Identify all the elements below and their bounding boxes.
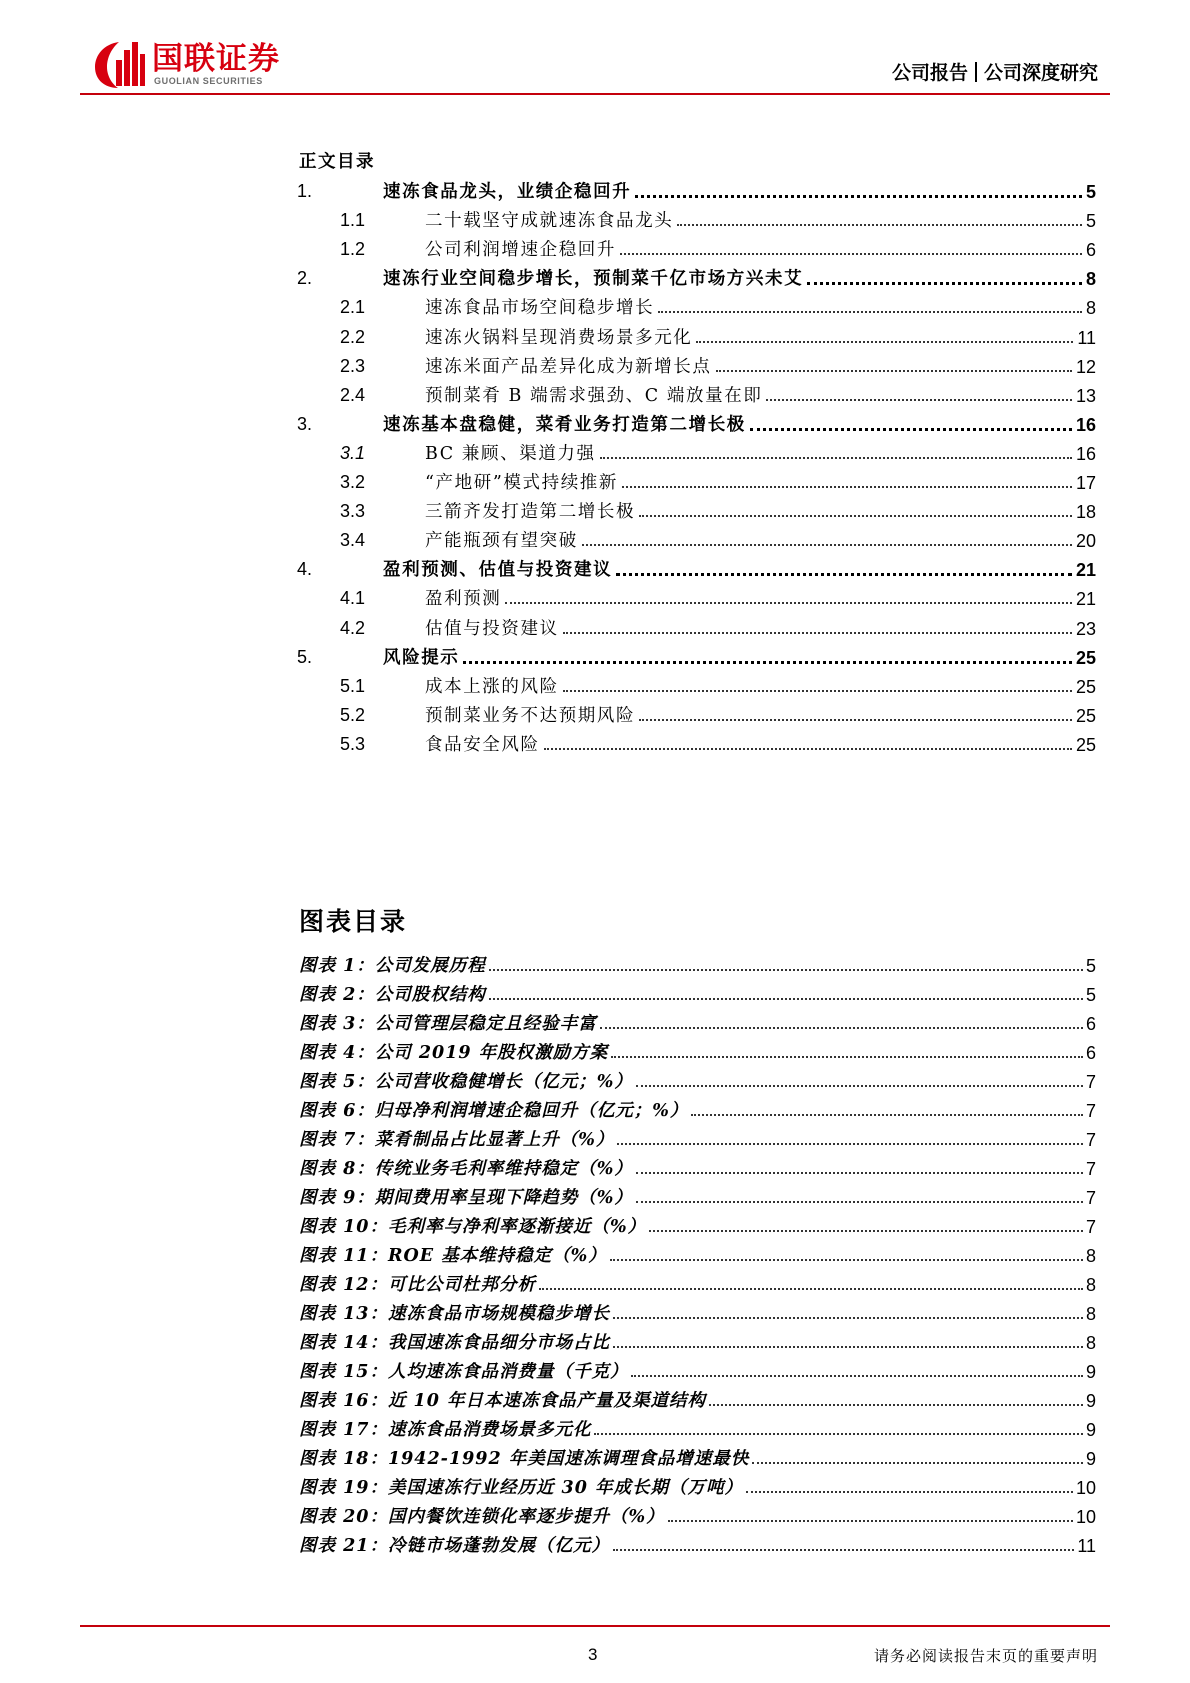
figure-leader-dots xyxy=(539,1288,1083,1290)
figure-page: 9 xyxy=(1085,1362,1096,1382)
figure-leader-dots xyxy=(631,1375,1083,1377)
figure-list-item[interactable] xyxy=(299,1066,1096,1097)
toc-item-entry xyxy=(383,176,1096,207)
figure-page: 6 xyxy=(1085,1014,1096,1034)
toc-item-number: 2.2 xyxy=(340,326,366,347)
toc-leader-dots xyxy=(463,661,1072,664)
toc-item-entry xyxy=(425,671,1096,702)
toc-leader-dots xyxy=(582,544,1072,546)
toc-item-page: 17 xyxy=(1075,473,1096,493)
toc-leader-dots xyxy=(696,341,1073,343)
figure-list-item[interactable] xyxy=(299,1385,1096,1416)
toc-item[interactable] xyxy=(0,671,1190,702)
toc-item-title: 速冻行业空间稳步增长，预制菜千亿市场方兴未艾 xyxy=(383,269,804,290)
toc-item-entry xyxy=(425,351,1096,382)
figure-page: 7 xyxy=(1085,1101,1096,1121)
figure-leader-dots xyxy=(691,1114,1083,1116)
toc-item-entry xyxy=(425,322,1096,353)
toc-item-number: 4.1 xyxy=(340,588,366,609)
toc-item-entry xyxy=(425,234,1096,265)
toc-item-page: 25 xyxy=(1075,705,1096,726)
toc-leader-dots xyxy=(616,573,1072,576)
toc-item-title: “产地研”模式持续推新 xyxy=(425,473,618,493)
toc-item-page: 5 xyxy=(1085,182,1096,202)
toc-item-title: 速冻米面产品差异化成为新增长点 xyxy=(425,356,712,377)
figure-caption: 图表 14：我国速冻食品细分市场占比 xyxy=(299,1333,610,1353)
toc-item[interactable] xyxy=(0,234,1190,265)
toc-item-page: 21 xyxy=(1075,589,1096,610)
brand-name-cn: 国联证券 xyxy=(152,41,280,77)
toc-item-number: 5.1 xyxy=(340,675,366,696)
toc-item-entry xyxy=(383,263,1096,294)
figure-leader-dots xyxy=(611,1056,1083,1058)
toc-item-title: 产能瓶颈有望突破 xyxy=(425,531,578,552)
figure-caption: 图表 5：公司营收稳健增长（亿元；%） xyxy=(299,1072,633,1092)
figure-list-item[interactable] xyxy=(299,1327,1096,1358)
figure-list-item[interactable] xyxy=(299,1443,1096,1474)
figure-caption: 图表 21：冷链市场蓬勃发展（亿元） xyxy=(299,1536,610,1556)
header-divider xyxy=(80,93,1110,95)
toc-item-title: 预制菜业务不达预期风险 xyxy=(425,705,636,726)
toc-item-number: 5.2 xyxy=(340,704,366,725)
toc-item-title: 速冻食品市场空间稳步增长 xyxy=(425,298,655,319)
figure-page: 11 xyxy=(1077,1536,1096,1556)
toc-heading: 正文目录 xyxy=(299,152,375,172)
toc-item-page: 8 xyxy=(1085,298,1096,319)
figure-list-item[interactable] xyxy=(299,1501,1096,1532)
brand-name-en: GUOLIAN SECURITIES xyxy=(154,76,263,86)
toc-item-page: 8 xyxy=(1085,269,1096,290)
toc-item-page: 13 xyxy=(1075,385,1096,406)
figure-caption: 图表 9：期间费用率呈现下降趋势（%） xyxy=(299,1188,633,1208)
figure-list-item[interactable] xyxy=(299,1414,1096,1445)
figure-page: 7 xyxy=(1085,1159,1096,1179)
toc-item-number: 3.1 xyxy=(340,442,366,463)
toc-item[interactable] xyxy=(0,729,1190,760)
toc-leader-dots xyxy=(620,253,1082,255)
toc-item-title: 速冻基本盘稳健，菜肴业务打造第二增长极 xyxy=(383,414,746,435)
figure-leader-dots xyxy=(709,1404,1083,1406)
toc-item-page: 12 xyxy=(1075,356,1096,377)
toc-item[interactable] xyxy=(0,176,1190,207)
figure-leader-dots xyxy=(636,1201,1083,1203)
figure-leader-dots xyxy=(636,1085,1083,1087)
figure-page: 9 xyxy=(1085,1449,1096,1469)
toc-item[interactable] xyxy=(0,322,1190,353)
figure-page: 9 xyxy=(1085,1391,1096,1411)
figure-caption: 图表 4：公司 2019 年股权激励方案 xyxy=(299,1043,609,1063)
figure-page: 9 xyxy=(1085,1420,1096,1440)
toc-item-entry xyxy=(425,613,1096,644)
toc-leader-dots xyxy=(600,457,1072,459)
figure-leader-dots xyxy=(649,1230,1083,1232)
toc-item-number: 3.3 xyxy=(340,501,366,522)
toc-item-title: 预制菜肴 B 端需求强劲、C 端放量在即 xyxy=(425,385,763,406)
doc-type-separator xyxy=(975,62,977,82)
figure-list-item[interactable] xyxy=(299,950,1096,981)
figure-caption: 图表 10：毛利率与净利率逐渐接近（%） xyxy=(299,1217,647,1237)
toc-item-page: 21 xyxy=(1075,560,1096,581)
figure-page: 5 xyxy=(1085,956,1096,976)
figure-page: 5 xyxy=(1085,985,1096,1005)
toc-item-page: 25 xyxy=(1075,734,1096,755)
figure-page: 7 xyxy=(1085,1217,1096,1237)
toc-item-entry xyxy=(425,467,1096,498)
figure-caption: 图表 7：菜肴制品占比显著上升（%） xyxy=(299,1130,615,1150)
toc-item[interactable] xyxy=(0,263,1190,294)
figure-caption: 图表 8：传统业务毛利率维持稳定（%） xyxy=(299,1159,633,1179)
figure-leader-dots xyxy=(668,1520,1073,1522)
toc-leader-dots xyxy=(677,224,1082,226)
toc-item-entry xyxy=(425,380,1096,411)
toc-item-title: 食品安全风险 xyxy=(425,734,540,755)
toc-leader-dots xyxy=(505,602,1072,604)
figure-list-item[interactable] xyxy=(299,1211,1096,1242)
toc-item-title: 盈利预测、估值与投资建议 xyxy=(383,560,613,581)
doc-type-left: 公司报告 xyxy=(891,62,968,84)
toc-item-page: 25 xyxy=(1075,647,1096,668)
toc-item-title: 成本上涨的风险 xyxy=(425,676,559,697)
document-type xyxy=(892,58,1098,85)
brand-logo xyxy=(92,40,302,90)
figure-page: 6 xyxy=(1085,1043,1096,1063)
figure-page: 7 xyxy=(1085,1188,1096,1208)
figure-caption: 图表 2：公司股权结构 xyxy=(299,985,486,1005)
figure-caption: 图表 1：公司发展历程 xyxy=(299,956,486,976)
toc-item-page: 25 xyxy=(1075,676,1096,697)
toc-item-page: 6 xyxy=(1085,240,1096,261)
toc-leader-dots xyxy=(635,195,1082,198)
toc-item-entry xyxy=(383,554,1096,585)
figure-leader-dots xyxy=(600,1027,1083,1029)
figure-caption: 图表 17：速冻食品消费场景多元化 xyxy=(299,1420,592,1440)
toc-item-title: 估值与投资建议 xyxy=(425,618,559,639)
figure-page: 10 xyxy=(1075,1478,1096,1498)
toc-item-page: 23 xyxy=(1075,618,1096,639)
toc-item[interactable] xyxy=(0,700,1190,731)
toc-item-entry xyxy=(425,205,1096,236)
figure-page: 7 xyxy=(1085,1130,1096,1150)
toc-leader-dots xyxy=(563,632,1072,634)
footer-divider xyxy=(80,1625,1110,1627)
figure-page: 8 xyxy=(1085,1304,1096,1324)
figure-page: 10 xyxy=(1075,1507,1096,1527)
figure-list-item[interactable] xyxy=(299,1472,1096,1503)
figure-list-item[interactable] xyxy=(299,1095,1096,1126)
toc-item-page: 20 xyxy=(1075,531,1096,552)
toc-item-entry xyxy=(425,700,1096,731)
toc-item-title: 风险提示 xyxy=(383,647,460,668)
figure-list-item[interactable] xyxy=(299,1182,1096,1213)
toc-item-title: 二十载坚守成就速冻食品龙头 xyxy=(425,211,674,232)
figure-leader-dots xyxy=(594,1433,1083,1435)
figure-list-item[interactable] xyxy=(299,1269,1096,1300)
toc-item-number: 3.4 xyxy=(340,530,366,551)
figure-leader-dots xyxy=(746,1491,1073,1493)
figure-leader-dots xyxy=(489,969,1083,971)
toc-item-entry xyxy=(425,729,1096,760)
toc-item-number: 4.2 xyxy=(340,617,366,638)
toc-leader-dots xyxy=(807,282,1082,285)
figure-list-item[interactable] xyxy=(299,1008,1096,1039)
figure-caption: 图表 16：近 10 年日本速冻食品产量及渠道结构 xyxy=(299,1391,706,1411)
page-number: 3 xyxy=(588,1645,598,1664)
toc-item-number: 5.3 xyxy=(340,733,366,754)
figure-caption: 图表 3：公司管理层稳定且经验丰富 xyxy=(299,1014,597,1034)
toc-item-entry xyxy=(425,292,1096,323)
toc-item-page: 11 xyxy=(1077,327,1096,348)
footer-disclaimer: 请务必阅读报告末页的重要声明 xyxy=(873,1647,1098,1665)
toc-item-number: 1. xyxy=(297,181,313,201)
toc-item-title: 公司利润增速企稳回升 xyxy=(425,240,616,261)
toc-leader-dots xyxy=(766,399,1072,401)
toc-item-number: 2.3 xyxy=(340,355,366,376)
toc-item-number: 1.1 xyxy=(340,210,366,231)
figure-caption: 图表 15：人均速冻食品消费量（千克） xyxy=(299,1362,629,1382)
toc-item[interactable] xyxy=(0,409,1190,440)
figure-caption: 图表 6：归母净利润增速企稳回升（亿元；%） xyxy=(299,1101,689,1121)
toc-item[interactable] xyxy=(0,496,1190,527)
figure-list-item[interactable] xyxy=(299,1240,1096,1271)
figure-leader-dots xyxy=(617,1143,1083,1145)
toc-leader-dots xyxy=(716,370,1072,372)
figure-page: 8 xyxy=(1085,1275,1096,1295)
toc-item-entry xyxy=(425,525,1096,556)
toc-leader-dots xyxy=(639,515,1072,517)
toc-item-number: 1.2 xyxy=(340,239,366,260)
figure-leader-dots xyxy=(752,1462,1083,1464)
figure-list-item[interactable] xyxy=(299,1037,1096,1068)
figure-caption: 图表 11：ROE 基本维持稳定（%） xyxy=(299,1246,607,1266)
toc-leader-dots xyxy=(750,428,1072,431)
toc-item-entry xyxy=(425,496,1096,527)
page-header xyxy=(0,0,1190,100)
figure-page: 8 xyxy=(1085,1333,1096,1353)
figure-leader-dots xyxy=(636,1172,1083,1174)
toc-item-title: BC 兼顾、渠道力强 xyxy=(425,443,596,464)
toc-item-entry xyxy=(425,583,1096,614)
figure-leader-dots xyxy=(610,1259,1083,1261)
toc-item-number: 5. xyxy=(297,646,313,667)
figure-list-item[interactable] xyxy=(299,1298,1096,1329)
toc-item-entry xyxy=(425,438,1096,469)
toc-item-page: 16 xyxy=(1075,414,1096,435)
figure-caption: 图表 19：美国速冻行业经历近 30 年成长期（万吨） xyxy=(299,1478,743,1498)
figures-heading: 图表目录 xyxy=(299,907,408,936)
toc-leader-dots xyxy=(622,486,1072,488)
toc-item[interactable] xyxy=(0,642,1190,673)
figure-list-item[interactable] xyxy=(299,979,1096,1010)
toc-item[interactable] xyxy=(0,554,1190,585)
toc-item-page: 18 xyxy=(1075,502,1096,523)
figure-leader-dots xyxy=(613,1549,1074,1551)
toc-item-number: 3. xyxy=(297,413,313,434)
figure-page: 8 xyxy=(1085,1246,1096,1266)
toc-item-number: 2.4 xyxy=(340,384,366,405)
toc-leader-dots xyxy=(639,719,1072,721)
toc-item[interactable] xyxy=(0,438,1190,469)
figure-list-item[interactable] xyxy=(299,1124,1096,1155)
figure-list-item[interactable] xyxy=(299,1530,1096,1561)
figure-leader-dots xyxy=(613,1346,1083,1348)
figure-page: 7 xyxy=(1085,1072,1096,1092)
figure-leader-dots xyxy=(489,998,1083,1000)
toc-item-title: 盈利预测 xyxy=(425,589,502,610)
toc-item[interactable] xyxy=(0,351,1190,382)
toc-item[interactable] xyxy=(0,380,1190,411)
figure-caption: 图表 13：速冻食品市场规模稳步增长 xyxy=(299,1304,610,1324)
figure-list-item[interactable] xyxy=(299,1153,1096,1184)
figure-caption: 图表 20：国内餐饮连锁化率逐步提升（%） xyxy=(299,1507,665,1527)
figure-caption: 图表 18：1942-1992 年美国速冻调理食品增速最快 xyxy=(299,1449,750,1469)
toc-item-title: 速冻火锅料呈现消费场景多元化 xyxy=(425,327,693,348)
toc-leader-dots xyxy=(658,311,1082,313)
toc-item[interactable] xyxy=(0,613,1190,644)
toc-item[interactable] xyxy=(0,292,1190,323)
logo-mark-icon xyxy=(92,40,146,90)
toc-item[interactable] xyxy=(0,467,1190,498)
toc-item-number: 2. xyxy=(297,268,313,289)
toc-leader-dots xyxy=(544,748,1072,750)
toc-item-entry xyxy=(383,642,1096,673)
toc-item-page: 5 xyxy=(1085,211,1096,232)
toc-item-title: 三箭齐发打造第二增长极 xyxy=(425,502,636,523)
toc-item-number: 4. xyxy=(297,559,313,580)
toc-item[interactable] xyxy=(0,583,1190,614)
toc-item-number: 2.1 xyxy=(340,297,366,318)
figure-leader-dots xyxy=(613,1317,1083,1319)
toc-item[interactable] xyxy=(0,205,1190,236)
figure-list-item[interactable] xyxy=(299,1356,1096,1387)
toc-item-entry xyxy=(383,409,1096,440)
toc-leader-dots xyxy=(563,690,1072,692)
doc-type-right: 公司深度研究 xyxy=(983,62,1098,84)
toc-item-number: 3.2 xyxy=(340,472,366,492)
toc-item-page: 16 xyxy=(1075,443,1096,464)
toc-item-title: 速冻食品龙头，业绩企稳回升 xyxy=(383,182,632,202)
toc-item[interactable] xyxy=(0,525,1190,556)
figure-caption: 图表 12：可比公司杜邦分析 xyxy=(299,1275,536,1295)
